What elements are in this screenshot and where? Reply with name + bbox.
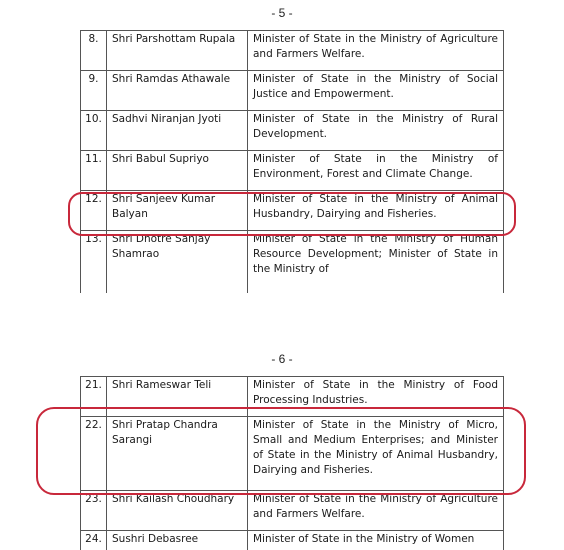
minister-name: Shri Parshottam Rupala	[107, 31, 248, 71]
row-number: 8.	[81, 31, 107, 71]
minister-name: Shri Pratap Chandra Sarangi	[107, 417, 248, 491]
table-row	[81, 491, 504, 531]
portfolio: Minister of State in the Ministry of Rural Development.	[248, 111, 504, 151]
row-number: 13.	[81, 231, 107, 294]
row-number: 23.	[81, 491, 107, 531]
portfolio: Minister of State in the Ministry of Agriculture and Farmers Welfare.	[248, 31, 504, 71]
row-number: 10.	[81, 111, 107, 151]
table-row	[81, 231, 504, 294]
minister-name: Shri Kailash Choudhary	[107, 491, 248, 531]
portfolio: Minister of State in the Ministry of Micro, Small and Medium Enterprises; and Minister of State in the Ministry of Animal Husbandry, Dairying and Fisheries.	[248, 417, 504, 491]
minister-name: Sushri Debasree	[107, 531, 248, 550]
minister-name: Shri Dhotre Sanjay Shamrao	[107, 231, 248, 294]
portfolio: Minister of State in the Ministry of Agriculture and Farmers Welfare.	[248, 491, 504, 531]
minister-name: Shri Rameswar Teli	[107, 377, 248, 417]
page-number-6: - 6 -	[271, 352, 293, 366]
page-number-5: - 5 -	[271, 6, 293, 20]
row-number: 11.	[81, 151, 107, 191]
row-number: 12.	[81, 191, 107, 231]
table-row	[81, 111, 504, 151]
portfolio: Minister of State in the Ministry of Human Resource Development; Minister of State in the Ministry of	[248, 231, 504, 294]
portfolio: Minister of State in the Ministry of Women	[248, 531, 504, 550]
table-row	[81, 417, 504, 491]
ministers-table-page-5	[80, 30, 504, 293]
portfolio: Minister of State in the Ministry of Social Justice and Empowerment.	[248, 71, 504, 111]
table-row	[81, 191, 504, 231]
table-row	[81, 31, 504, 71]
table-row	[81, 71, 504, 111]
page-5-clip	[0, 30, 564, 293]
row-number: 24.	[81, 531, 107, 550]
portfolio: Minister of State in the Ministry of Environment, Forest and Climate Change.	[248, 151, 504, 191]
table-row	[81, 377, 504, 417]
page-6-clip	[0, 376, 564, 550]
table-row	[81, 531, 504, 550]
portfolio: Minister of State in the Ministry of Animal Husbandry, Dairying and Fisheries.	[248, 191, 504, 231]
row-number: 9.	[81, 71, 107, 111]
table-row	[81, 151, 504, 191]
ministers-table-page-6	[80, 376, 504, 550]
minister-name: Shri Ramdas Athawale	[107, 71, 248, 111]
row-number: 21.	[81, 377, 107, 417]
portfolio: Minister of State in the Ministry of Food Processing Industries.	[248, 377, 504, 417]
minister-name: Shri Babul Supriyo	[107, 151, 248, 191]
minister-name: Shri Sanjeev Kumar Balyan	[107, 191, 248, 231]
row-number: 22.	[81, 417, 107, 491]
minister-name: Sadhvi Niranjan Jyoti	[107, 111, 248, 151]
